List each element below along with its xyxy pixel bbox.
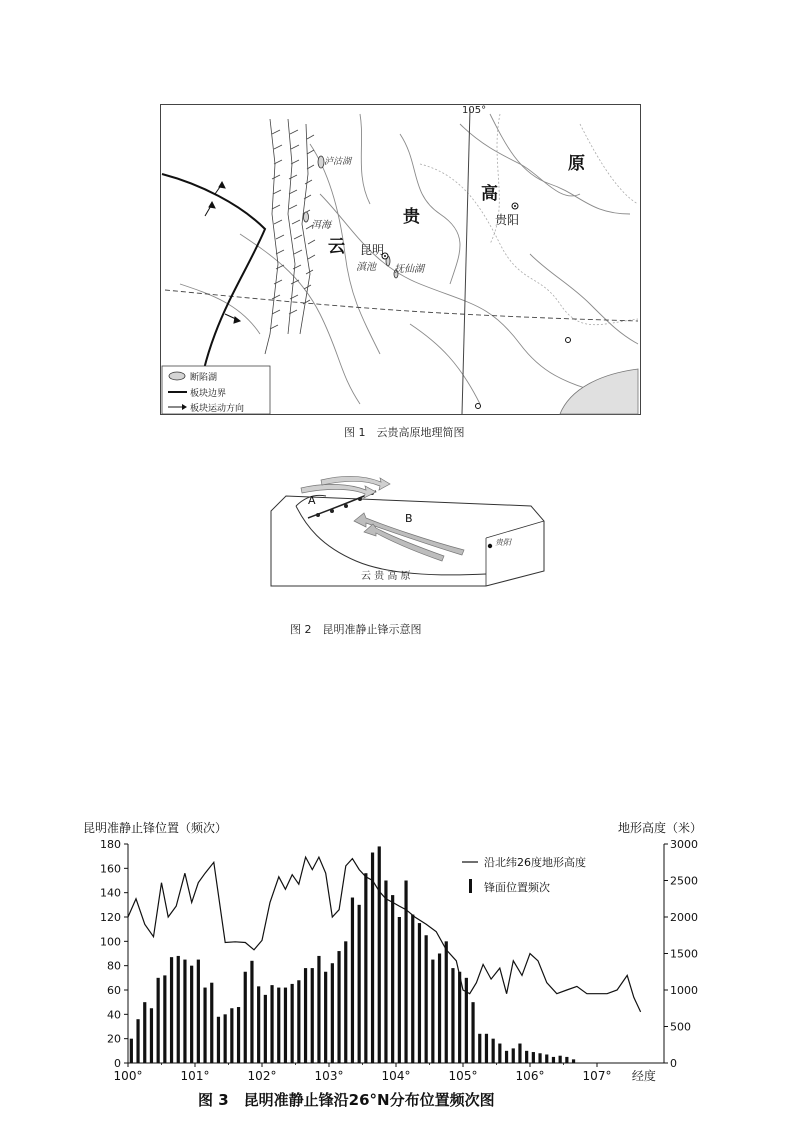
right-tick-label: 500 [670,1020,691,1034]
x-tick-label: 100° [113,1069,143,1083]
frequency-bar [143,1002,146,1063]
legend-lake-label: 断陷湖 [190,373,218,383]
frequency-bar [411,915,414,1063]
frequency-bar [538,1053,541,1063]
left-tick-label: 140 [100,886,121,900]
figure1-map [160,104,642,416]
frequency-bar [505,1051,508,1063]
label-b: B [405,512,413,525]
frequency-bar [331,963,334,1063]
label-gui: 贵 [403,207,420,227]
figure3-caption: 图 3 昆明准静止锋沿26°N分布位置频次图 [198,1091,495,1109]
frequency-bar [512,1048,515,1063]
left-tick-label: 180 [100,838,121,851]
frequency-bar [492,1039,495,1063]
frequency-bar [398,917,401,1063]
frequency-bar [478,1034,481,1063]
meridian-label: 105° [462,105,487,116]
figure3-chart [80,836,720,1086]
frequency-bar [130,1039,133,1063]
left-tick-label: 120 [100,911,121,924]
frequency-bar [471,1002,474,1063]
frequency-bar [317,956,320,1063]
label-a: A [308,494,316,507]
frequency-bar [183,960,186,1063]
x-tick-label: 102° [247,1069,277,1083]
x-tick-label: 101° [180,1069,210,1083]
legend-lake-symbol [169,372,185,380]
frequency-bar [545,1054,548,1063]
frequency-bar [157,978,160,1063]
x-tick-label: 106° [515,1069,545,1083]
legend-boundary-label: 板块边界 [190,389,227,399]
frequency-bar [358,905,361,1063]
frequency-bar [136,1019,139,1063]
frequency-bar [163,975,166,1063]
label-yuan: 原 [568,154,585,174]
frequency-bar [217,1017,220,1063]
legend-bar-symbol [469,879,472,893]
label-luguhu: 泸沽湖 [324,157,352,167]
frequency-bar [485,1034,488,1063]
label-kunming: 昆明 [360,243,385,257]
frequency-bar [364,873,367,1063]
frequency-bar [572,1059,575,1063]
frequency-bar [150,1008,153,1063]
frequency-bar [291,984,294,1063]
frequency-bar [445,941,448,1063]
label-fuxianhu: 抚仙湖 [394,264,424,275]
frequency-bar [270,985,273,1063]
frequency-bar [458,972,461,1063]
frequency-bar [244,972,247,1063]
label-guiyang: 贵阳 [495,213,520,227]
x-tick-label: 103° [314,1069,344,1083]
figure2-diagram [266,466,550,590]
left-tick-label: 80 [107,959,121,973]
right-tick-label: 2000 [670,911,698,924]
frequency-bar [404,881,407,1064]
left-tick-label: 160 [100,862,121,876]
legend-line-label: 沿北纬26度地形高度 [484,856,586,869]
frequency-bar [425,935,428,1063]
frequency-bar [177,956,180,1063]
frequency-bar [304,968,307,1063]
left-tick-label: 60 [107,984,121,997]
frequency-bar [418,923,421,1063]
frequency-bar [371,853,374,1063]
left-tick-label: 0 [114,1057,121,1070]
frequency-bar [565,1057,568,1063]
frequency-bar [224,1014,227,1063]
frequency-bar [391,895,394,1063]
frequency-bar [384,881,387,1064]
figure2-caption: 图 2 昆明准静止锋示意图 [290,623,422,636]
label-erhai: 洱海 [311,220,331,231]
frequency-bar [518,1044,521,1063]
left-tick-label: 40 [107,1008,121,1022]
label-gao: 高 [481,184,498,204]
frequency-bar [559,1056,562,1063]
right-tick-label: 0 [670,1057,677,1070]
label-dianchi: 滇池 [356,262,376,273]
right-tick-label: 1500 [670,947,698,961]
frequency-bar [277,988,280,1063]
frequency-bar [190,966,193,1063]
frequency-bar [264,995,267,1063]
left-axis-title: 昆明准静止锋位置（频次） [83,821,228,835]
frequency-bar [525,1051,528,1063]
frequency-bar [498,1044,501,1063]
frequency-bar [451,968,454,1063]
frequency-bar [297,980,300,1063]
label-plateau: 云 贵 高 原 [361,571,411,582]
left-tick-label: 20 [107,1032,121,1046]
frequency-bar [257,986,260,1063]
right-tick-label: 3000 [670,838,698,851]
frequency-bar [351,898,354,1063]
frequency-bar [438,954,441,1064]
frequency-bar [230,1008,233,1063]
frequency-bar [284,988,287,1063]
guiyang-point [488,544,492,548]
legend-arrow-label: 板块运动方向 [190,404,245,414]
frequency-bar [552,1057,555,1063]
legend-bar-label: 锋面位置频次 [484,881,550,894]
frequency-bar [324,972,327,1063]
frequency-bar [378,846,381,1063]
x-tick-label: 104° [381,1069,411,1083]
frequency-bar [210,983,213,1063]
frequency-bar [237,1007,240,1063]
label-yun: 云 [328,237,345,257]
x-unit-label: 经度 [631,1069,656,1083]
frequency-bar [250,961,253,1063]
frequency-bar [532,1052,535,1063]
frequency-bar [337,951,340,1063]
right-tick-label: 1000 [670,984,698,997]
x-tick-label: 107° [582,1069,612,1083]
frequency-bar [311,968,314,1063]
frequency-bar [170,957,173,1063]
frequency-bar [431,960,434,1063]
frequency-bar [203,988,206,1063]
x-tick-label: 105° [448,1069,478,1083]
right-tick-label: 2500 [670,874,698,888]
right-axis-title: 地形高度（米） [618,821,703,835]
figure1-caption: 图 1 云贵高原地理简图 [344,426,465,439]
label-guiyang-2: 贵阳 [495,538,511,547]
left-tick-label: 100 [100,935,121,949]
frequency-bar [344,941,347,1063]
frequency-bar [197,960,200,1063]
